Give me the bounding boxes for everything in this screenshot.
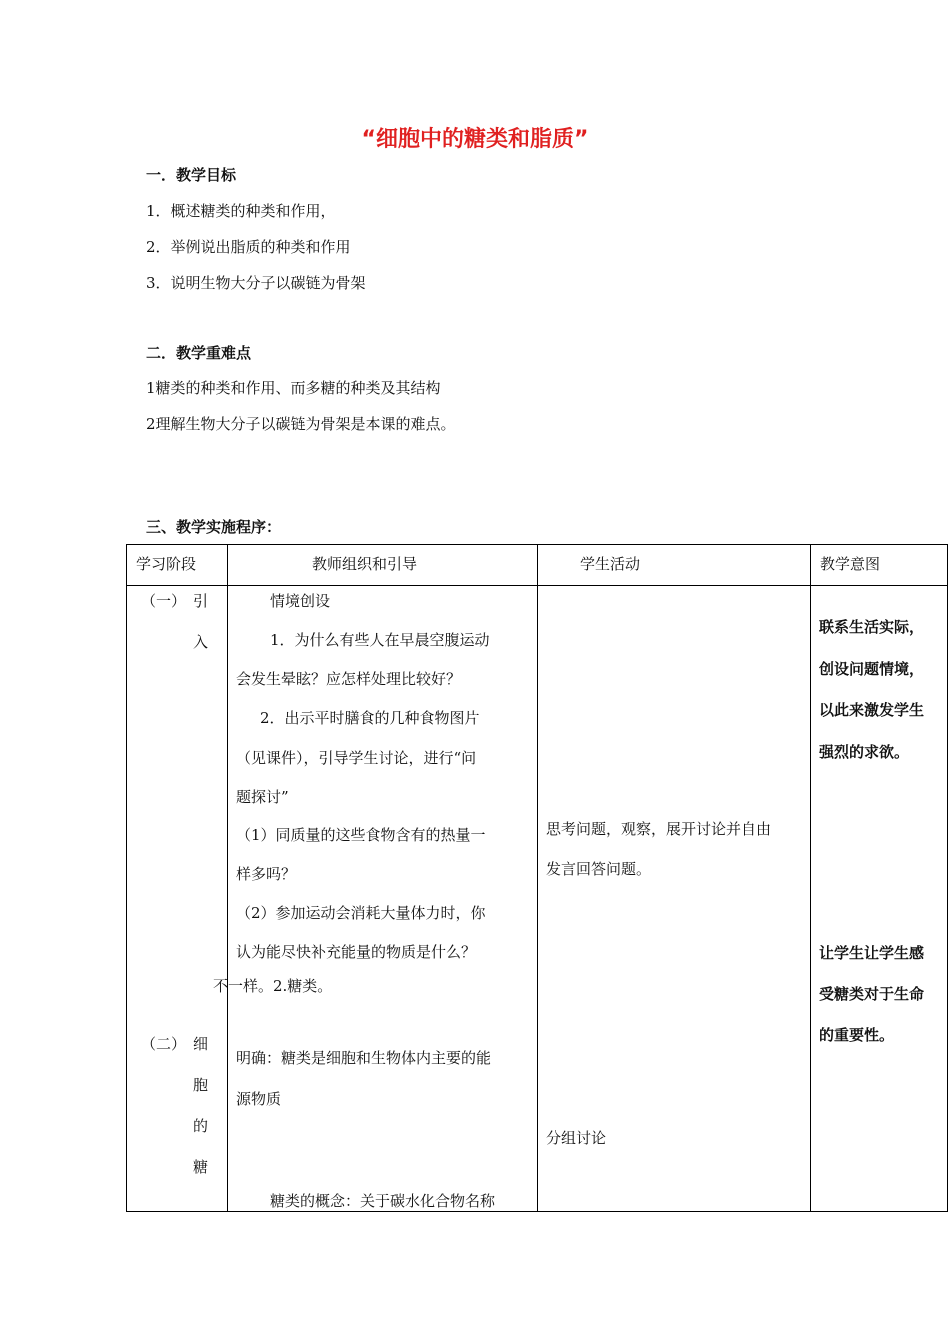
teacher-line: 题探讨” [236, 788, 289, 806]
stage-label-char: 糖 [193, 1158, 209, 1176]
header-cell: 教学意图 [811, 545, 948, 586]
page-title: “细胞中的糖类和脂质” [361, 127, 589, 152]
key-point-item: 2理解生物大分子以碳链为骨架是本课的难点。 [146, 415, 456, 433]
teacher-line: （2）参加运动会消耗大量体力时，你 [236, 904, 486, 922]
teacher-line: 2．出示平时膳食的几种食物图片 [260, 709, 480, 727]
teacher-line: 认为能尽快补充能量的物质是什么？ [236, 943, 477, 961]
stage-label-char: 胞 [193, 1076, 209, 1094]
teacher-line: 明确：糖类是细胞和生物体内主要的能 [236, 1049, 492, 1067]
teacher-line: 糖类的概念：关于碳水化合物名称 [270, 1192, 496, 1210]
teacher-line: 1．为什么有些人在早晨空腹运动 [270, 631, 490, 649]
goal-item: 1．概述糖类的种类和作用， [146, 202, 336, 220]
intent-line: 让学生让学生感 [819, 944, 925, 962]
intent-line: 以此来激发学生 [819, 701, 925, 719]
goal-item: 3．说明生物大分子以碳链为骨架 [146, 274, 366, 292]
intent-line: 强烈的求欲。 [819, 743, 910, 761]
procedure-heading: 三、教学实施程序： [146, 518, 282, 536]
teacher-line: （1）同质量的这些食物含有的热量一 [236, 826, 486, 844]
answer-text: 不一样。2.糖类。 [213, 977, 333, 995]
intent-line: 创设问题情境， [819, 660, 925, 678]
stage-label-char: 引 [193, 592, 209, 610]
header-cell: 学习阶段 [127, 545, 228, 586]
table-row [127, 586, 948, 1212]
stage-number: （一） [141, 592, 187, 610]
stage-number: （二） [141, 1035, 187, 1053]
intent-line: 受糖类对于生命 [819, 985, 925, 1003]
intent-line: 联系生活实际， [819, 618, 925, 636]
teacher-line: 源物质 [236, 1090, 282, 1108]
teacher-line: 样多吗？ [236, 865, 297, 883]
stage-label-char: 的 [193, 1117, 209, 1135]
key-points-heading: 二．教学重难点 [146, 344, 252, 362]
stage-label-char: 细 [193, 1035, 209, 1053]
header-cell: 学生活动 [538, 545, 811, 586]
intent-cell [811, 586, 948, 1212]
student-cell [538, 586, 811, 1212]
teacher-line: 会发生晕眩？应怎样处理比较好？ [236, 670, 462, 688]
teacher-line: （见课件），引导学生讨论，进行“问 [236, 749, 477, 767]
stage-label-char: 入 [193, 633, 209, 651]
header-cell: 教师组织和引导 [228, 545, 538, 586]
student-line: 分组讨论 [546, 1129, 607, 1147]
student-line: 思考问题，观察，展开讨论并自由 [546, 820, 772, 838]
goal-item: 2．举例说出脂质的种类和作用 [146, 238, 351, 256]
teaching-procedure-table [126, 544, 948, 1212]
teacher-cell [228, 586, 538, 1212]
table-header-row [127, 545, 948, 586]
teacher-line: 情境创设 [270, 592, 331, 610]
student-line: 发言回答问题。 [546, 860, 652, 878]
intent-line: 的重要性。 [819, 1026, 895, 1044]
key-point-item: 1糖类的种类和作用、而多糖的种类及其结构 [146, 379, 441, 397]
goals-heading: 一．教学目标 [146, 166, 237, 184]
